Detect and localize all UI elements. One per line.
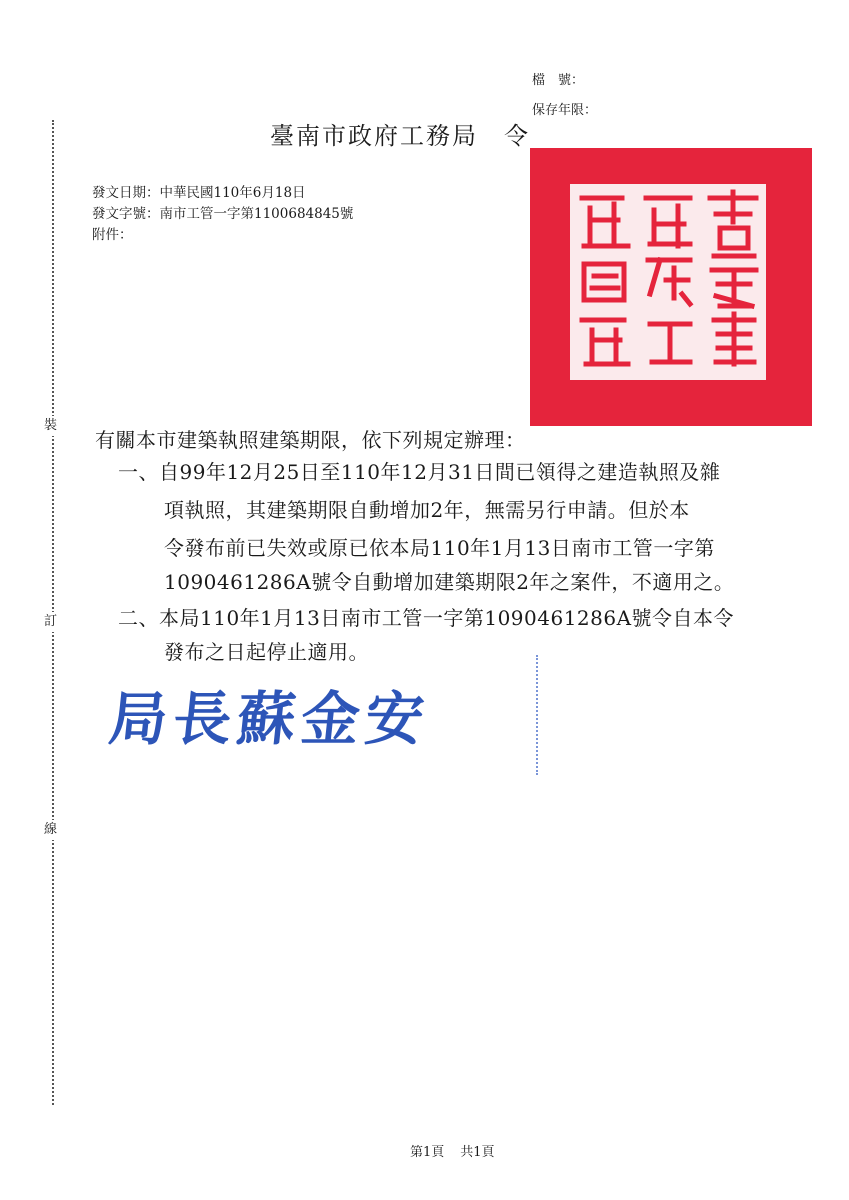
item1-line2: 項執照，其建築期限自動增加2年，無需另行申請。但於本 — [164, 498, 690, 522]
binding-char-1: 裝 — [44, 416, 57, 436]
item2-line1: 二、本局110年1月13日南市工管一字第1090461286A號令自本令 — [118, 606, 735, 630]
binding-char-2: 訂 — [44, 612, 57, 632]
stamp-edge-marks — [536, 655, 538, 775]
attachment-label: 附件： — [92, 227, 133, 243]
total-pages: 共1頁 — [460, 1145, 495, 1160]
document-number: 發文字號：南市工管一字第1100684845號 — [92, 206, 354, 222]
item1-line1: 一、自99年12月25日至110年12月31日間已領得之建造執照及雜 — [118, 460, 721, 484]
seal-inner-field — [570, 184, 766, 380]
document-title: 臺南市政府工務局 令 — [270, 122, 530, 150]
page-number: 第1頁 — [410, 1145, 445, 1160]
archive-fields — [532, 66, 597, 126]
binding-char-3: 線 — [44, 820, 57, 840]
director-signature-stamp: 局長蘇金安 — [105, 685, 434, 753]
page-footer — [410, 1141, 511, 1160]
seal-script-glyphs — [570, 184, 766, 380]
file-number-label: 檔 號： — [532, 73, 585, 88]
body-intro: 有關本市建築執照建築期限，依下列規定辦理： — [95, 428, 526, 452]
item1-line4: 1090461286A號令自動增加建築期限2年之案件，不適用之。 — [164, 570, 735, 594]
official-seal — [530, 148, 812, 426]
retention-period-label: 保存年限： — [532, 103, 598, 118]
item2-line2: 發布之日起停止適用。 — [164, 640, 369, 664]
issue-date: 發文日期：中華民國110年6月18日 — [92, 185, 306, 201]
item1-line3: 令發布前已失效或原已依本局110年1月13日南市工管一字第 — [164, 536, 715, 560]
document-meta — [92, 183, 353, 246]
